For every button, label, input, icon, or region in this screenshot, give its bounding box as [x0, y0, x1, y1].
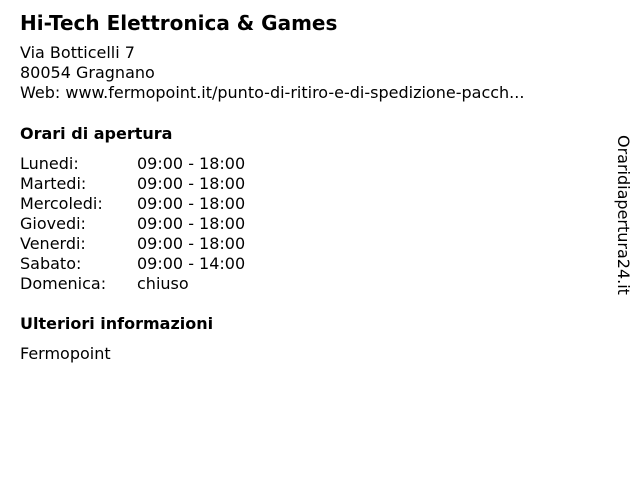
- hours-value: 09:00 - 18:00: [137, 174, 246, 193]
- opening-hours-heading: Orari di apertura: [20, 124, 173, 143]
- website-text: Web: www.fermopoint.it/punto-di-ritiro-e-di-spedizione-pacch...: [20, 83, 525, 102]
- hours-row-friday: [20, 234, 245, 254]
- day-label: Giovedi:: [20, 214, 86, 233]
- more-info-heading: Ulteriori informazioni: [20, 314, 214, 333]
- street-address: Via Botticelli 7: [20, 43, 135, 62]
- day-label: Martedi:: [20, 174, 87, 193]
- day-label: Mercoledi:: [20, 194, 103, 213]
- hours-value: 09:00 - 18:00: [137, 214, 246, 233]
- watermark-text: Oraridiapertura24.it: [614, 135, 633, 295]
- opening-hours-table: [20, 154, 245, 294]
- hours-row-tuesday: [20, 174, 245, 194]
- hours-row-saturday: [20, 254, 245, 274]
- day-label: Venerdi:: [20, 234, 86, 253]
- hours-value: 09:00 - 18:00: [137, 154, 246, 173]
- hours-row-monday: [20, 154, 245, 174]
- hours-value: chiuso: [137, 274, 189, 293]
- business-name: Hi-Tech Elettronica & Games: [20, 11, 338, 35]
- hours-value: 09:00 - 18:00: [137, 234, 246, 253]
- city-address: 80054 Gragnano: [20, 63, 155, 82]
- hours-value: 09:00 - 18:00: [137, 194, 246, 213]
- address-block: [20, 43, 524, 103]
- hours-value: 09:00 - 14:00: [137, 254, 246, 273]
- hours-row-wednesday: [20, 194, 245, 214]
- site-watermark: [610, 135, 638, 310]
- hours-row-sunday: [20, 274, 245, 294]
- hours-row-thursday: [20, 214, 245, 234]
- day-label: Domenica:: [20, 274, 107, 293]
- day-label: Sabato:: [20, 254, 82, 273]
- day-label: Lunedi:: [20, 154, 79, 173]
- more-info-text: Fermopoint: [20, 344, 111, 363]
